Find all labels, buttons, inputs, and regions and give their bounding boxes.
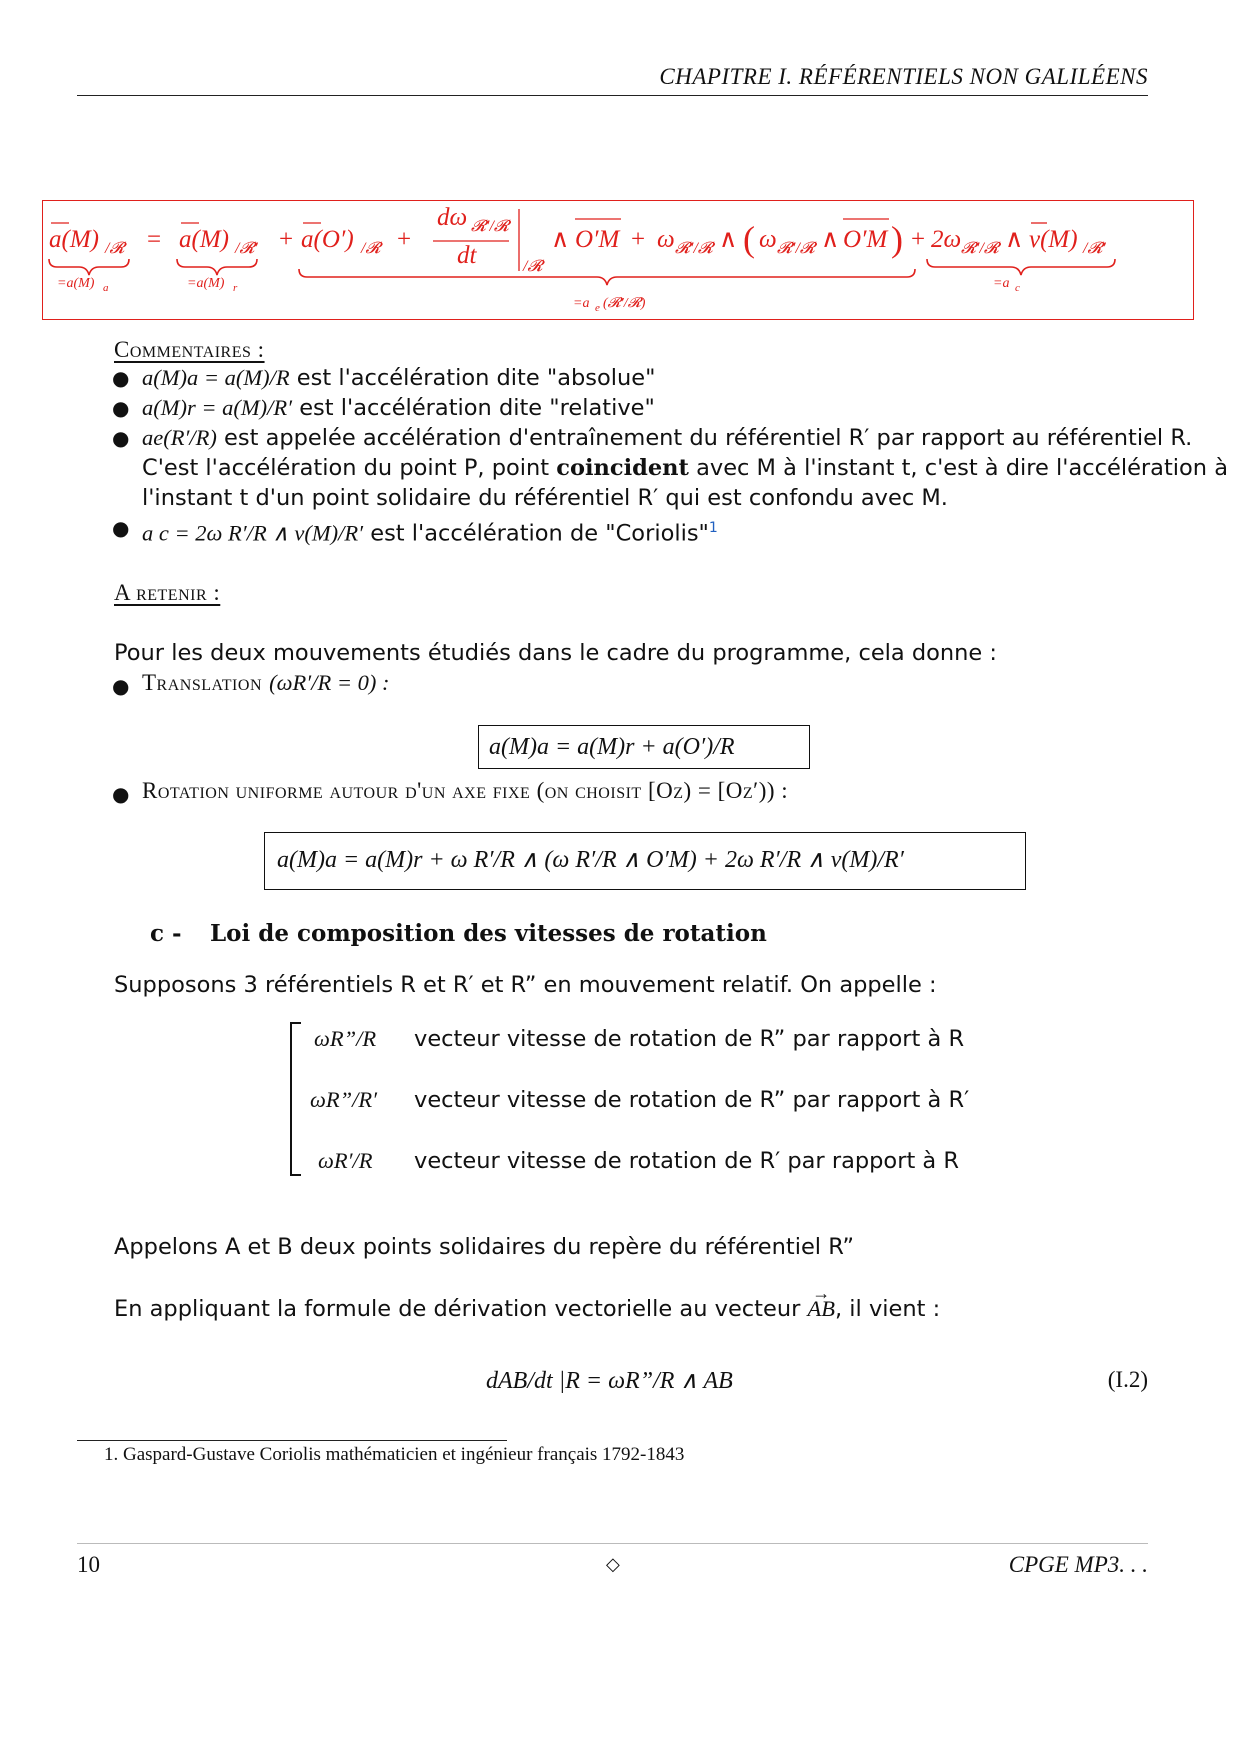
svg-text:=: =	[147, 226, 162, 253]
svg-text:∧: ∧	[719, 226, 738, 253]
formula-relative: a(M)	[179, 226, 229, 253]
svg-text:/𝓡′: /𝓡′	[1083, 240, 1106, 257]
retenir-heading: A retenir :	[114, 580, 221, 605]
svg-text:∧: ∧	[821, 226, 840, 253]
svg-text:=a(M): =a(M)	[187, 276, 225, 291]
svg-text:𝓡′/𝓡: 𝓡′/𝓡	[675, 240, 713, 257]
svg-text:ω: ω	[759, 226, 777, 253]
page-number: 10	[77, 1552, 100, 1577]
main-formula-box	[42, 200, 1194, 320]
applying-paragraph: En appliquant la formule de dérivation vectorielle au vecteur → AB, il vient :	[114, 1294, 940, 1324]
svg-text:/𝓡′: /𝓡′	[235, 240, 258, 257]
equation-I2: dAB/dt |R = ωR”/R ∧ AB	[486, 1368, 733, 1394]
svg-text:(𝓡′/𝓡): (𝓡′/𝓡)	[603, 296, 646, 311]
comment-item-3-line-1: ae(R′/R) est appelée accélération d'entraînement du référentiel R′ par rapport au référentiel R.	[142, 425, 1193, 451]
footer-rule	[77, 1543, 1148, 1544]
section-heading	[150, 920, 767, 947]
rotation-formula: a(M)a = a(M)r + ω R′/R ∧ (ω R′/R ∧ O′M) + 2ω R′/R ∧ v(M)/R′	[277, 847, 904, 873]
rotation-formula-box	[264, 832, 1026, 890]
formula-lhs: a(M)	[49, 226, 99, 253]
bullet: ●	[112, 782, 130, 806]
chapter-title: CHAPITRE I. RÉFÉRENTIELS NON GALILÉENS	[659, 64, 1148, 89]
svg-text:ω: ω	[657, 226, 675, 253]
section-title: Loi de composition des vitesses de rotation	[210, 920, 767, 947]
def-2-symbol: ωR”/R′	[310, 1087, 378, 1112]
svg-text:O′M: O′M	[575, 226, 620, 253]
main-formula	[43, 201, 1195, 321]
section-number: c -	[150, 920, 182, 947]
bullet: ●	[112, 396, 130, 420]
comment-item-3-line-3: l'instant t d'un point solidaire du référentiel R′ qui est confondu avec M.	[142, 485, 948, 511]
appelons-paragraph: Appelons A et B deux points solidaires du repère du référentiel R”	[114, 1234, 855, 1260]
equation-number: (I.2)	[1107, 1367, 1148, 1392]
svg-text:dt: dt	[457, 242, 477, 269]
bullet: ●	[112, 426, 130, 450]
svg-text:O′M: O′M	[843, 226, 888, 253]
svg-text:a: a	[103, 282, 109, 294]
svg-text:+: +	[279, 226, 294, 253]
footnote-rule	[77, 1440, 507, 1441]
svg-text:v(M): v(M)	[1029, 226, 1078, 253]
translation-item: Translation (ωR′/R = 0) :	[142, 670, 390, 695]
rotation-item: Rotation uniforme autour d'un axe fixe (on choisit [Oz) = [Oz′)) :	[142, 778, 789, 803]
def-1-text: vecteur vitesse de rotation de R” par rapport à R	[414, 1026, 965, 1052]
suppose-paragraph: Supposons 3 référentiels R et R′ et R” en mouvement relatif. On appelle :	[114, 972, 937, 998]
definitions-bracket	[290, 1022, 301, 1176]
svg-text:(: (	[743, 219, 755, 259]
comments-heading: Commentaires :	[114, 337, 265, 362]
comment-item-4: a c = 2ω R′/R ∧ v(M)/R′ est l'accélération de "Coriolis"$^1$	[142, 520, 718, 547]
svg-text:+: +	[397, 226, 412, 253]
svg-text:+: +	[911, 226, 926, 253]
svg-text:∧: ∧	[551, 226, 570, 253]
svg-text:/𝓡: /𝓡	[523, 258, 543, 275]
svg-text:∧: ∧	[1005, 226, 1024, 253]
svg-text:e: e	[595, 302, 600, 314]
svg-text:𝓡′/𝓡: 𝓡′/𝓡	[777, 240, 815, 257]
svg-text:𝓡′/𝓡: 𝓡′/𝓡	[471, 218, 509, 235]
svg-text:/𝓡: /𝓡	[105, 240, 125, 257]
svg-text:/𝓡: /𝓡	[361, 240, 381, 257]
footnote: 1. Gaspard-Gustave Coriolis mathématicien et ingénieur français 1792-1843	[104, 1444, 685, 1465]
svg-text:=a: =a	[993, 276, 1010, 291]
bullet: ●	[112, 516, 130, 540]
comment-item-1: a(M)a = a(M)/R est l'accélération dite "absolue"	[142, 365, 656, 391]
formula-coriolis: 2ω	[931, 226, 962, 253]
formula-drive: a(O′)	[301, 226, 354, 253]
def-2-text: vecteur vitesse de rotation de R” par rapport à R′	[414, 1087, 970, 1113]
translation-formula-box	[478, 725, 810, 769]
svg-text:+: +	[631, 226, 646, 253]
bullet: ●	[112, 674, 130, 698]
svg-text:dω: dω	[437, 204, 468, 231]
svg-text:=a: =a	[573, 296, 590, 311]
svg-text:r: r	[233, 282, 238, 294]
svg-text:): )	[891, 219, 903, 259]
def-1-symbol: ωR”/R	[314, 1026, 377, 1051]
bullet: ●	[112, 366, 130, 390]
comment-item-3-line-2: C'est l'accélération du point P, point coincident avec M à l'instant t, c'est à dire l'accélération à	[142, 455, 1229, 481]
def-3-symbol: ωR′/R	[318, 1148, 373, 1173]
svg-text:c: c	[1015, 282, 1020, 294]
retenir-intro: Pour les deux mouvements étudiés dans le cadre du programme, cela donne :	[114, 640, 998, 666]
def-3-text: vecteur vitesse de rotation de R′ par rapport à R	[414, 1148, 959, 1174]
footer-class: CPGE MP3. . .	[1008, 1552, 1148, 1577]
comment-item-2: a(M)r = a(M)/R′ est l'accélération dite "relative"	[142, 395, 655, 421]
header-rule	[77, 95, 1148, 96]
diamond-icon: ◇	[606, 1554, 620, 1575]
svg-text:=a(M): =a(M)	[57, 276, 95, 291]
footnote-link[interactable]: 1	[708, 520, 718, 536]
svg-text:𝓡′/𝓡: 𝓡′/𝓡	[961, 240, 999, 257]
translation-formula: a(M)a = a(M)r + a(O′)/R	[489, 734, 735, 760]
